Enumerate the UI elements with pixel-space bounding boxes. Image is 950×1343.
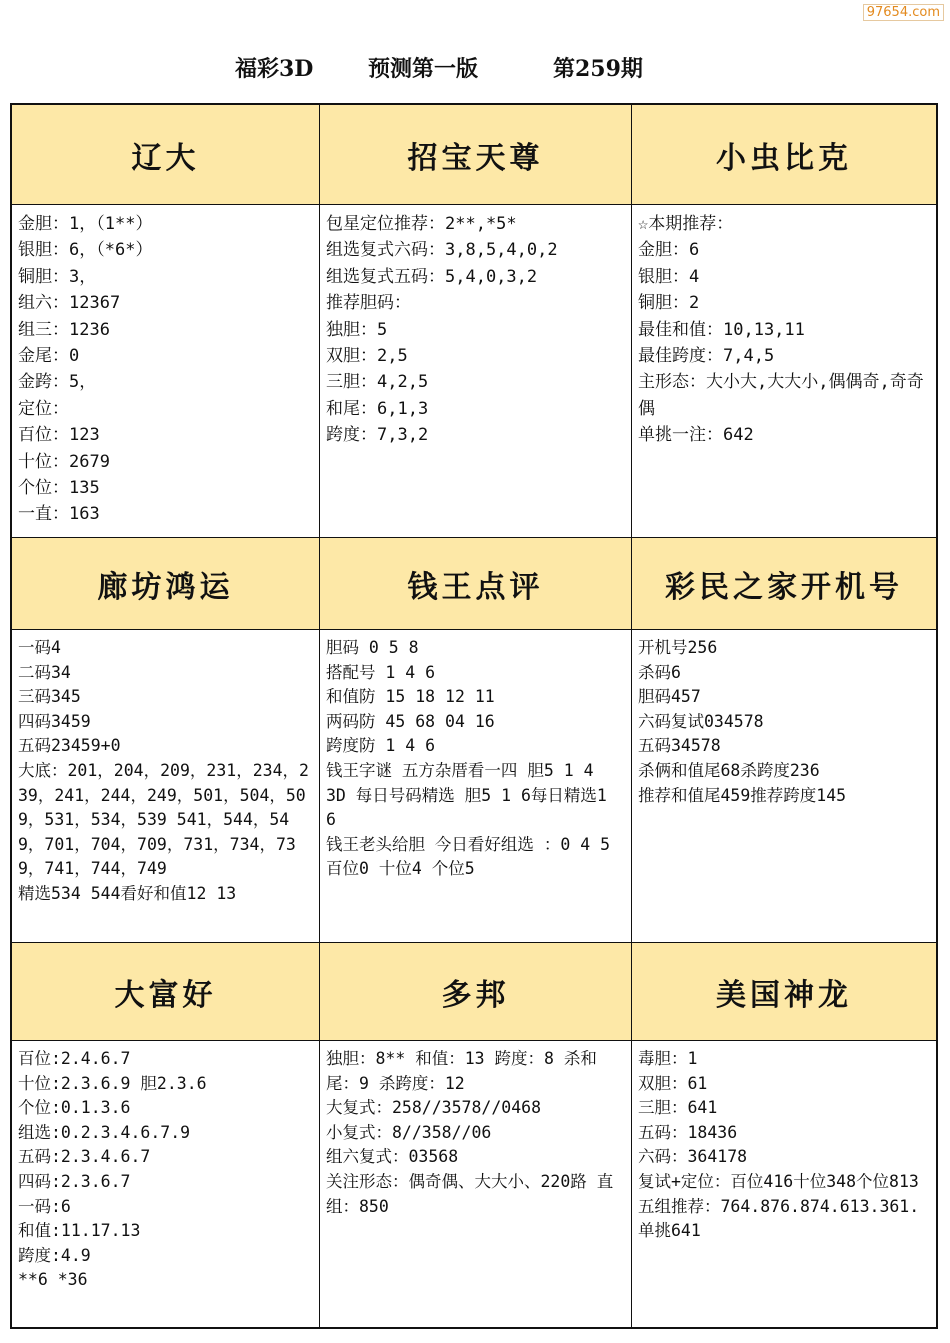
prediction-line: 金胆：1，（1**） [18, 214, 153, 234]
prediction-line: 独胆：5 [326, 319, 388, 340]
prediction-line: 和值:11.17.13 [18, 1221, 141, 1241]
prediction-line: 组选复式六码：3,8,5,4,0,2 [326, 240, 558, 261]
prediction-line: 搭配号 1 4 6 [326, 662, 436, 682]
issue-number: 第259期 [553, 56, 643, 82]
prediction-line: 跨度:4.9 [18, 1245, 91, 1265]
prediction-line: 组三：1236 [18, 319, 110, 340]
prediction-line: 百位:2.4.6.7 [18, 1049, 131, 1068]
section-header-zhaobao: 招宝天尊 [320, 105, 632, 205]
prediction-line: 最佳跨度：7,4,5 [638, 346, 775, 367]
prediction-line: 毒胆：1 [638, 1049, 698, 1068]
section-header-duobang: 多邦 [320, 943, 632, 1041]
prediction-line: 跨度防 1 4 6 [326, 736, 436, 756]
prediction-line: 一码:6 [18, 1196, 71, 1216]
prediction-line: 小复式：8//358//06 [326, 1122, 492, 1142]
prediction-line: 铜胆：3， [18, 266, 97, 287]
page-title [0, 52, 950, 92]
prediction-line: 五码：18436 [638, 1122, 738, 1142]
section-body-caimin [632, 630, 936, 943]
prediction-line: 关注形态：偶奇偶、大大小、220路 直组：850 [326, 1171, 614, 1216]
prediction-line: 一码4 [18, 638, 61, 657]
prediction-line: 四码3459 [18, 711, 91, 731]
prediction-line: 组选复式五码：5,4,0,3,2 [326, 266, 538, 287]
prediction-line: 独胆：8** 和值：13 跨度：8 杀和尾：9 杀跨度：12 [326, 1049, 597, 1093]
prediction-line: 最佳和值：10,13,11 [638, 319, 805, 340]
prediction-line: 十位:2.3.6.9 胆2.3.6 [18, 1073, 207, 1093]
prediction-line: 两码防 45 68 04 16 [326, 711, 495, 731]
section-header-qianwang: 钱王点评 [320, 538, 632, 630]
prediction-line: 四码:2.3.6.7 [18, 1171, 131, 1191]
section-header-caimin: 彩民之家开机号 [632, 538, 936, 630]
prediction-line: 一直：163 [18, 504, 100, 525]
section-body-qianwang [320, 630, 632, 943]
prediction-line: 百位：123 [18, 425, 100, 446]
section-body-langfang [12, 630, 320, 943]
prediction-line: 开机号256 [638, 638, 718, 657]
edition-label: 预测第一版 [368, 56, 479, 82]
prediction-line: 三胆：641 [638, 1098, 718, 1118]
prediction-line: 组六复式：03568 [326, 1147, 459, 1167]
prediction-line: 六码复试034578 [638, 711, 764, 731]
prediction-line: 定位： [18, 398, 69, 419]
prediction-line: 银胆：4 [638, 266, 700, 287]
prediction-line: 大复式：258//3578//0468 [326, 1098, 542, 1118]
prediction-line: 包星定位推荐：2**,*5* [326, 214, 517, 234]
section-header-shenlong: 美国神龙 [632, 943, 936, 1041]
prediction-line: 主形态：大小大,大大小,偶偶奇,奇奇偶 [638, 372, 924, 419]
lottery-name: 福彩3D [235, 56, 314, 82]
prediction-line: 个位：135 [18, 478, 100, 499]
prediction-line: 胆码457 [638, 687, 701, 707]
prediction-line: 钱王字谜 五方杂厝看一四 胆5 1 4 [326, 760, 594, 780]
prediction-line: 五组推荐：764.876.874.613.361. [638, 1196, 920, 1216]
prediction-line: 三码345 [18, 687, 81, 707]
prediction-line: 六码：364178 [638, 1147, 748, 1167]
section-body-dafuhao [12, 1041, 320, 1327]
section-body-xiaochong [632, 205, 936, 538]
section-body-zhaobao [320, 205, 632, 538]
section-header-liaoda: 辽大 [12, 105, 320, 205]
prediction-line: 银胆：6，（*6*） [18, 240, 153, 261]
prediction-line: 跨度：7,3,2 [326, 425, 429, 446]
prediction-line: 单挑641 [638, 1221, 701, 1241]
prediction-line: 和尾：6,1,3 [326, 398, 429, 419]
prediction-line: 推荐胆码： [326, 293, 411, 314]
site-watermark: 97654.com [863, 4, 944, 21]
prediction-line: 五码23459+0 [18, 736, 121, 756]
prediction-line: 杀码6 [638, 662, 681, 682]
prediction-line: 十位：2679 [18, 451, 110, 472]
prediction-line: 双胆：2,5 [326, 346, 408, 367]
prediction-line: ☆本期推荐： [638, 214, 734, 234]
prediction-line: 胆码 0 5 8 [326, 638, 419, 657]
section-header-dafuhao: 大富好 [12, 943, 320, 1041]
prediction-line: 金跨：5， [18, 372, 97, 393]
prediction-line: 复试+定位：百位416十位348个位813 [638, 1171, 919, 1191]
section-body-shenlong [632, 1041, 936, 1327]
prediction-line: 钱王老头给胆 今日看好组选 ：0 4 5百位0 十位4 个位5 [326, 834, 611, 879]
prediction-line: 3D 每日号码精选 胆5 1 6每日精选1 6 [326, 785, 617, 830]
prediction-line: 大底：201，204，209，231，234，239，241，244，249，501，504，509，531，534，539 541，544，549，701，704，709，731，734，739，741，744，749 [18, 760, 309, 879]
prediction-line: 组选:0.2.3.4.6.7.9 [18, 1122, 191, 1142]
prediction-line: 单挑一注：642 [638, 425, 754, 446]
prediction-line: 五码34578 [638, 736, 721, 756]
prediction-line: 二码34 [18, 662, 71, 682]
prediction-line: 推荐和值尾459推荐跨度145 [638, 785, 847, 805]
prediction-line: 精选534 544看好和值12 13 [18, 883, 237, 903]
prediction-line: 三胆：4,2,5 [326, 372, 429, 393]
prediction-table [10, 103, 938, 1329]
prediction-line: 和值防 15 18 12 11 [326, 687, 495, 707]
prediction-line: 个位:0.1.3.6 [18, 1098, 131, 1118]
prediction-line: **6 *36 [18, 1270, 88, 1290]
prediction-line: 铜胆：2 [638, 293, 700, 314]
section-header-langfang: 廊坊鸿运 [12, 538, 320, 630]
section-body-liaoda [12, 205, 320, 538]
prediction-line: 组六：12367 [18, 293, 121, 314]
prediction-line: 杀俩和值尾68杀跨度236 [638, 760, 820, 780]
prediction-line: 双胆：61 [638, 1073, 708, 1093]
prediction-line: 五码:2.3.4.6.7 [18, 1147, 151, 1167]
section-body-duobang [320, 1041, 632, 1327]
prediction-line: 金胆：6 [638, 240, 700, 261]
prediction-line: 金尾：0 [18, 346, 80, 367]
section-header-xiaochong: 小虫比克 [632, 105, 936, 205]
